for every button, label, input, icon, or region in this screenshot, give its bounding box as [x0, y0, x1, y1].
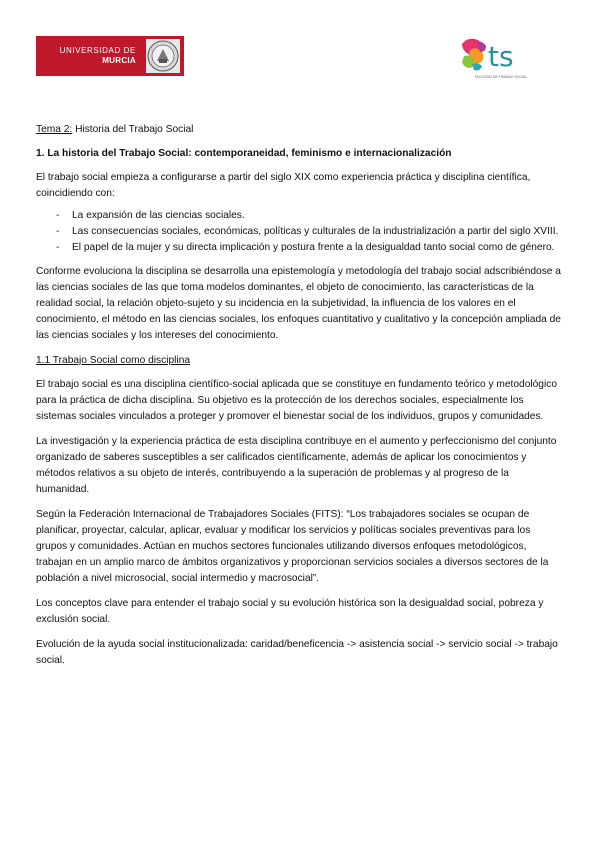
ts-logo-mark-icon	[462, 39, 514, 73]
list-item-text: El papel de la mujer y su directa implicación y postura frente a la desigualdad tanto social como de género.	[72, 242, 555, 253]
university-seal-icon	[146, 39, 180, 73]
list-item-text: Las consecuencias sociales, económicas, políticas y culturales de la industrialización a partir del siglo XVIII.	[72, 226, 559, 237]
list-item	[56, 208, 564, 224]
tema-heading	[36, 122, 564, 138]
dash-bullet-icon: -	[56, 210, 60, 221]
tema-title: Historia del Trabajo Social	[72, 124, 194, 135]
tema-label: Tema 2:	[36, 124, 73, 135]
paragraph-epistemology: Conforme evoluciona la disciplina se desarrolla una epistemología y metodología del trabajo social adscribiéndose a las ciencias sociales de las que toma modelos dominantes, el objeto de conocimiento, las características de la realidad social, la relación objeto-sujeto y su incidencia en la subjetividad, la influencia de los valores en el conocimiento, el método en las ciencias sociales, los enfoques cuantitativo y cualitativo y la concepción ampliada de las ciencias sociales y los intereses del conocimiento.	[36, 266, 561, 341]
bullet-list	[36, 208, 564, 256]
faculty-ts-logo	[458, 34, 544, 82]
list-item	[56, 240, 564, 256]
paragraph-key-concepts: Los conceptos clave para entender el trabajo social y su evolución histórica son la desigualdad social, pobreza y exclusión social.	[36, 598, 544, 625]
paragraph-evolution: Evolución de la ayuda social institucionalizada: caridad/beneficencia -> asistencia social -> servicio social -> trabajo social.	[36, 639, 558, 666]
dash-bullet-icon: -	[56, 226, 60, 237]
paragraph-definition: El trabajo social es una disciplina científico-social aplicada que se constituye en fundamento teórico y metodológico para la práctica de dicha disciplina. Su objetivo es la protección de los derechos sociales, especialmente los sistemas sociales vinculados a proteger y promover el bienestar social de los individuos, grupos y comunidades.	[36, 379, 557, 422]
intro-paragraph: El trabajo social empieza a configurarse a partir del siglo XIX como experiencia práctica y disciplina científica, coincidiendo con:	[36, 172, 531, 199]
list-item	[56, 224, 564, 240]
university-name-line1: UNIVERSIDAD DE	[59, 46, 136, 55]
university-name-line2: MURCIA	[102, 56, 136, 65]
paragraph-fits-quote: Según la Federación Internacional de Trabajadores Sociales (FITS): “Los trabajadores sociales se ocupan de planificar, proyectar, calcular, aplicar, evaluar y modificar los servicios y políticas sociales preventivas para los grupos y comunidades. Actúan en muchos sectores funcionales utilizando diversos enfoques metodológicos, trabajan en un amplio marco de ámbitos organizativos y proporcionan servicios sociales a diversos sectores de la población a nivel microsocial, social intermedio y macrosocial”.	[36, 509, 549, 584]
subsection-1-1-title: 1.1 Trabajo Social como disciplina	[36, 355, 191, 366]
document-body	[36, 122, 564, 678]
list-item-text: La expansión de las ciencias sociales.	[72, 210, 245, 221]
faculty-logo-caption: FACULTAD DE TRABAJO SOCIAL	[474, 75, 528, 79]
paragraph-research: La investigación y la experiencia práctica de esta disciplina contribuye en el aumento y perfeccionismo del conjunto organizado de saberes susceptibles a ser calificados científicamente, además de aplicar los conocimientos y métodos relativos a su objeto de interés, contribuyendo a la superación de problemas y al progreso de la humanidad.	[36, 436, 557, 495]
university-name	[36, 46, 142, 66]
university-logo	[36, 36, 184, 76]
dash-bullet-icon: -	[56, 242, 60, 253]
svg-text:ts: ts	[488, 40, 514, 73]
section-1-title: 1. La historia del Trabajo Social: contemporaneidad, feminismo e internacionalización	[36, 148, 452, 159]
